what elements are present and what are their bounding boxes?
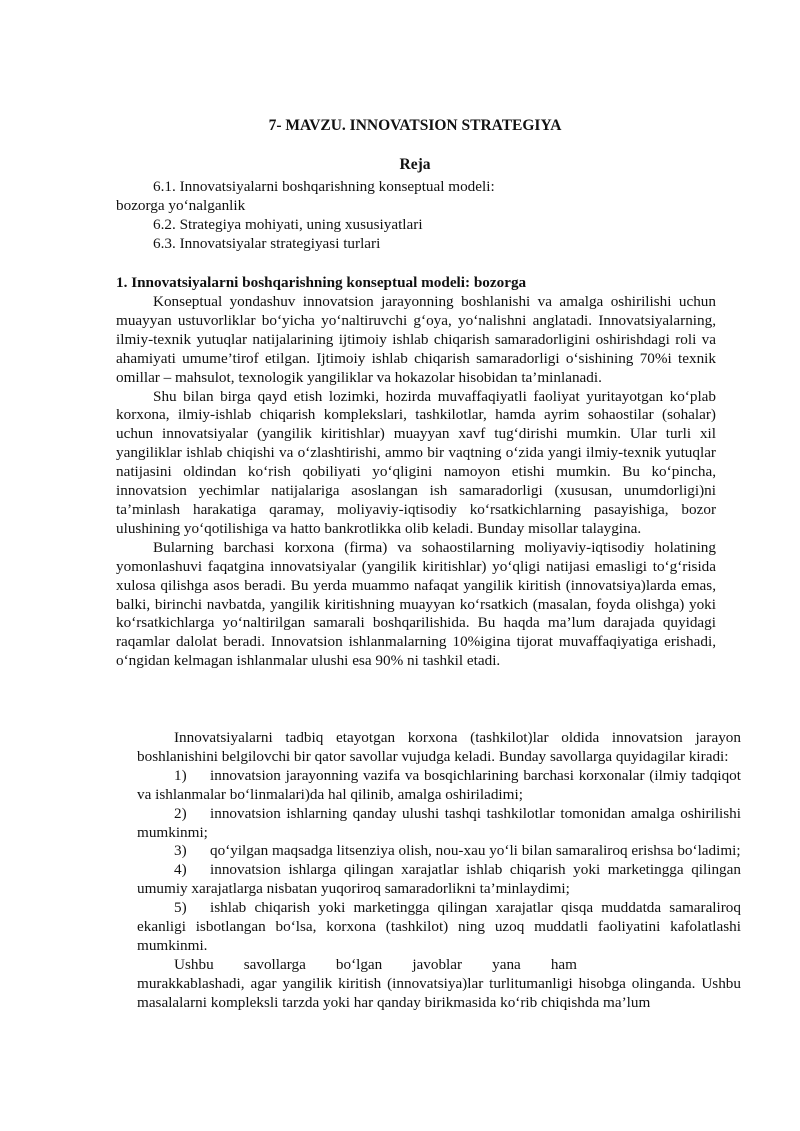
questions-block (137, 729, 741, 1013)
section-heading: 1. Innovatsiyalarni boshqarishning konseptual modeli: bozorga (116, 274, 527, 291)
questions-intro: Innovatsiyalarni tadbiq etayotgan korxona (tashkilot)lar oldida innovatsion jarayon boshlanishini belgilovchi bir qator savollar vujudga keladi. Bunday savollarga quyidagilar kiradi: (137, 729, 741, 765)
closing-word: javoblar (412, 955, 463, 973)
page-title: 7- MAVZU. INNOVATSION STRATEGIYA (268, 117, 562, 134)
list-text: qo‘yilgan maqsadga litsenziya olish, nou-xau yo‘li bilan samaraliroq erishsa bo‘ladimi; (210, 842, 741, 860)
list-item (137, 861, 741, 899)
list-text: ishlab chiqarish yoki marketingga qilingan xarajatlar qisqa muddatda samaraliroq ekanligi isbotlangan bo‘lsa, korxona (tashkilot) ning uzoq muddatli faoliyatini kafolatlashi mumkinmi. (137, 899, 741, 954)
plan-heading: Reja (399, 156, 431, 173)
list-text: innovatsion jarayonning vazifa va bosqichlarining barchasi korxonalar (ilmiy tadqiqot va ishlanmalar bo‘linmalari)da hal qilinib, amalga oshiriladimi; (137, 766, 741, 803)
list-number: 2) (174, 804, 187, 822)
list-text: innovatsion ishlarning qanday ulushi tashqi tashkilotlar tomonidan amalga oshirilishi mumkinmi; (137, 804, 741, 841)
list-text: innovatsion ishlarga qilingan xarajatlar ishlab chiqarish yoki marketingga qilingan umumiy xarajatlarga nisbatan yuqoriroq samaradorlikni ta’minlaydimi; (137, 861, 741, 898)
closing-word: bo‘lgan (335, 955, 383, 973)
closing-first-line (137, 956, 741, 975)
list-item (137, 805, 741, 843)
list-item (137, 767, 741, 805)
paragraph: Shu bilan birga qayd etish lozimki, hozirda muvaffaqiyatli faoliyat yuritayotgan ko‘plab korxona, ilmiy-ishlab chiqarish komplekslari, tashkilotlar, hamda ayrim sohaostilar (sohalar) uchun innovatsiyalar (yangilik kiritishlar) muayyan xavf tug‘dirishi mumkin. Ular turli xil yangiliklar ishlab chiqishi va o‘zlashtirishi, ammo bir vaqtning o‘zida yangi ilmiy-texnik yutuqlar natijasini oldindan ko‘rish qobiliyati yo‘qligini namoyon etishi mumkin. Bu ko‘pincha, innovatsion yechimlar natijalariga asoslangan ish samaradorligi (xususan, unumdorligi)ni ta’minlash harakatiga qaramay, moliyaviy-iqtisodiy ko‘rsatkichlarning pasayishiga, bozor ulushining yo‘qotilishiga va hatto bankrotlikka olib keladi. Bunday misollar talaygina. (116, 387, 716, 537)
list-number: 5) (174, 899, 187, 917)
closing-paragraph: murakkablashadi, agar yangilik kiritish (innovatsiya)lar turlitumanligi hisobga olinganda. Ushbu masalalarni kompleksli tarzda yoki har qanday birikmasida ko‘rib chiqishda ma’lum (137, 974, 741, 1011)
plan-item-3: 6.3. Innovatsiyalar strategiyasi turlari (153, 234, 381, 252)
plan-list (116, 178, 716, 254)
list-number: 1) (174, 766, 187, 784)
list-item (137, 899, 741, 956)
closing-word: Ushbu (174, 955, 214, 973)
body-text (116, 293, 716, 671)
closing-word: ham (550, 955, 577, 973)
list-number: 4) (174, 861, 187, 879)
paragraph: Konseptual yondashuv innovatsion jarayonning boshlanishi va amalga oshirilishi uchun muayyan ustuvorliklar bo‘yicha yo‘naltiruvchi g‘oya, yo‘nalishni anglatadi. Innovatsiyalarning, ilmiy-texnik yutuqlar natijalarining ijtimoiy ishlab chiqarish samaradorligini oshirishdagi roli va ahamiyati umume’tirof etilgan. Ijtimoiy ishlab chiqarish samaradorligi o‘sishining 70%i texnik omillar – mahsulot, texnologik yangiliklar va hokazolar hisobidan ta’minlanadi. (116, 293, 716, 386)
plan-item-1: 6.1. Innovatsiyalarni boshqarishning konseptual modeli: (153, 178, 495, 195)
closing-word: savollarga (243, 955, 306, 973)
list-item (137, 842, 741, 861)
paragraph: Bularning barchasi korxona (firma) va sohaostilarning moliyaviy-iqtisodiy holatining yomonlashuvi faqatgina innovatsiyalar (yangilik kiritishlar) yo‘qligi natijasi emasligi to‘g‘risida xulosa qilishga asos beradi. Bu yerda muammo nafaqat yangilik kiritish (innovatsiya)larda emas, balki, birinchi navbatda, yangilik kiritishning muayyan ko‘rsatkich (masalan, foyda olishga) yoki ko‘rsatkichlarga yo‘naltirilgan samarali boshqarilishida. Bu haqda ma’lum darajada quyidagi raqamlar dalolat beradi. Innovatsion ishlanmalarning 10%igina tijorat muvaffaqiyatiga erishadi, o‘ngidan kelmagan ishlanmalar ulushi esa 90% ni tashkil etadi. (116, 538, 716, 670)
plan-item-1-continuation: bozorga yo‘nalganlik (116, 196, 246, 214)
list-number: 3) (174, 842, 187, 860)
closing-word: yana (492, 955, 521, 973)
plan-item-2: 6.2. Strategiya mohiyati, uning xususiyatlari (153, 215, 423, 233)
